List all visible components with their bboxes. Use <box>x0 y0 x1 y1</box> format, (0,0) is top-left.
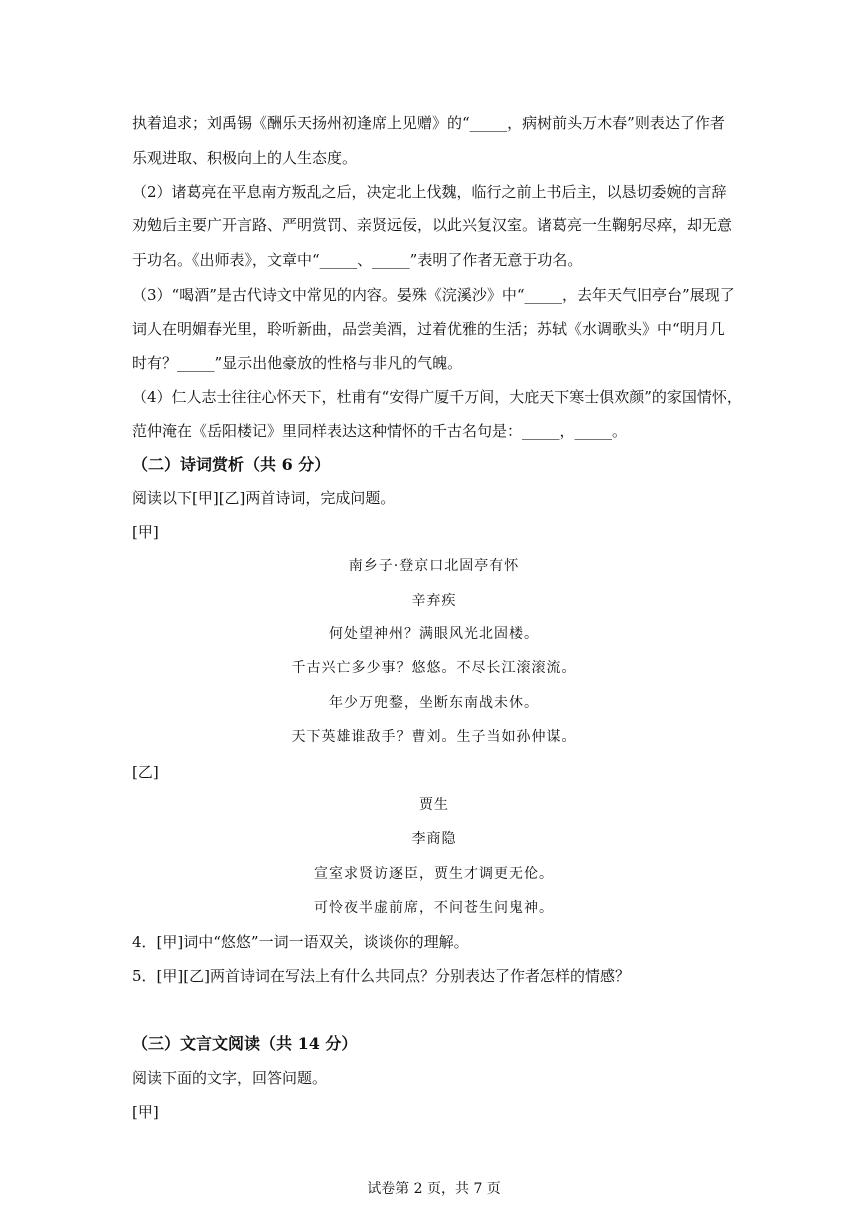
poem-line: 何处望神州？满眼风光北固楼。 <box>329 626 539 642</box>
poem-line: 千古兴亡多少事？悠悠。不尽长江滚滚流。 <box>291 660 577 676</box>
poem-author: 李商隐 <box>411 831 457 847</box>
poem-line: 年少万兜鍪，坐断东南战未休。 <box>329 695 539 711</box>
poem-line: 天下英雄谁敌手？曹刘。生子当如孙仲谋。 <box>291 729 577 745</box>
text-line: 于功名。《出师表》，文章中“_____、_____”表明了作者无意于功名。 <box>132 251 583 269</box>
section-heading-classical: （三）文言文阅读（共 14 分） <box>132 1034 358 1053</box>
section-intro: 阅读以下[甲][乙]两首诗词，完成问题。 <box>132 489 396 507</box>
question-item-2: （2）诸葛亮在平息南方叛乱之后，决定北上伐魏，临行之前上书后主，以恳切委婉的言辞 <box>132 183 727 201</box>
section-heading-poetry: （二）诗词赏析（共 6 分） <box>132 455 331 474</box>
question-item-4: （4）仁人志士往往心怀天下，杜甫有“安得广厦千万间，大庇天下寒士俱欢颜”的家国情怀， <box>132 388 742 406</box>
text-line: 乐观进取、积极向上的人生态度。 <box>132 149 358 167</box>
text-line: 范仲淹在《岳阳楼记》里同样表达这种情怀的千古名句是：_____，_____。 <box>132 422 628 440</box>
question-4: 4．[甲]词中“悠悠”一词一语双关，谈谈你的理解。 <box>132 933 469 951</box>
poem-author: 辛弃疾 <box>411 593 457 609</box>
passage-label-a: [甲] <box>132 1103 159 1121</box>
poem-label-b: [乙] <box>132 763 159 781</box>
question-5: 5．[甲][乙]两首诗词在写法上有什么共同点？分别表达了作者怎样的情感？ <box>132 967 630 985</box>
text-line: 执着追求；刘禹锡《酬乐天扬州初逢席上见赠》的“_____，病树前头万木春”则表达了作者 <box>132 114 725 132</box>
poem-title: 贾生 <box>419 797 449 813</box>
question-item-3: （3）“喝酒”是古代诗文中常见的内容。晏殊《浣溪沙》中“_____，去年天气旧亭台”展现了 <box>132 286 735 304</box>
poem-line: 宣室求贤访逐臣，贾生才调更无伦。 <box>314 866 554 882</box>
poem-line: 可怜夜半虚前席，不问苍生问鬼神。 <box>314 900 554 916</box>
poem-label-a: [甲] <box>132 523 159 541</box>
section-intro: 阅读下面的文字，回答问题。 <box>132 1069 328 1087</box>
page-footer: 试卷第 2 页，共 7 页 <box>367 1181 501 1197</box>
text-line: 劝勉后主要广开言路、严明赏罚、亲贤远佞，以此兴复汉室。诸葛亮一生鞠躬尽瘁，却无意 <box>132 216 733 234</box>
poem-title: 南乡子·登京口北固亭有怀 <box>348 558 520 574</box>
text-line: 词人在明媚春光里，聆听新曲，品尝美酒，过着优雅的生活；苏轼《水调歌头》中“明月几 <box>132 320 725 338</box>
text-line: 时有？_____”显示出他豪放的性格与非凡的气魄。 <box>132 354 463 372</box>
